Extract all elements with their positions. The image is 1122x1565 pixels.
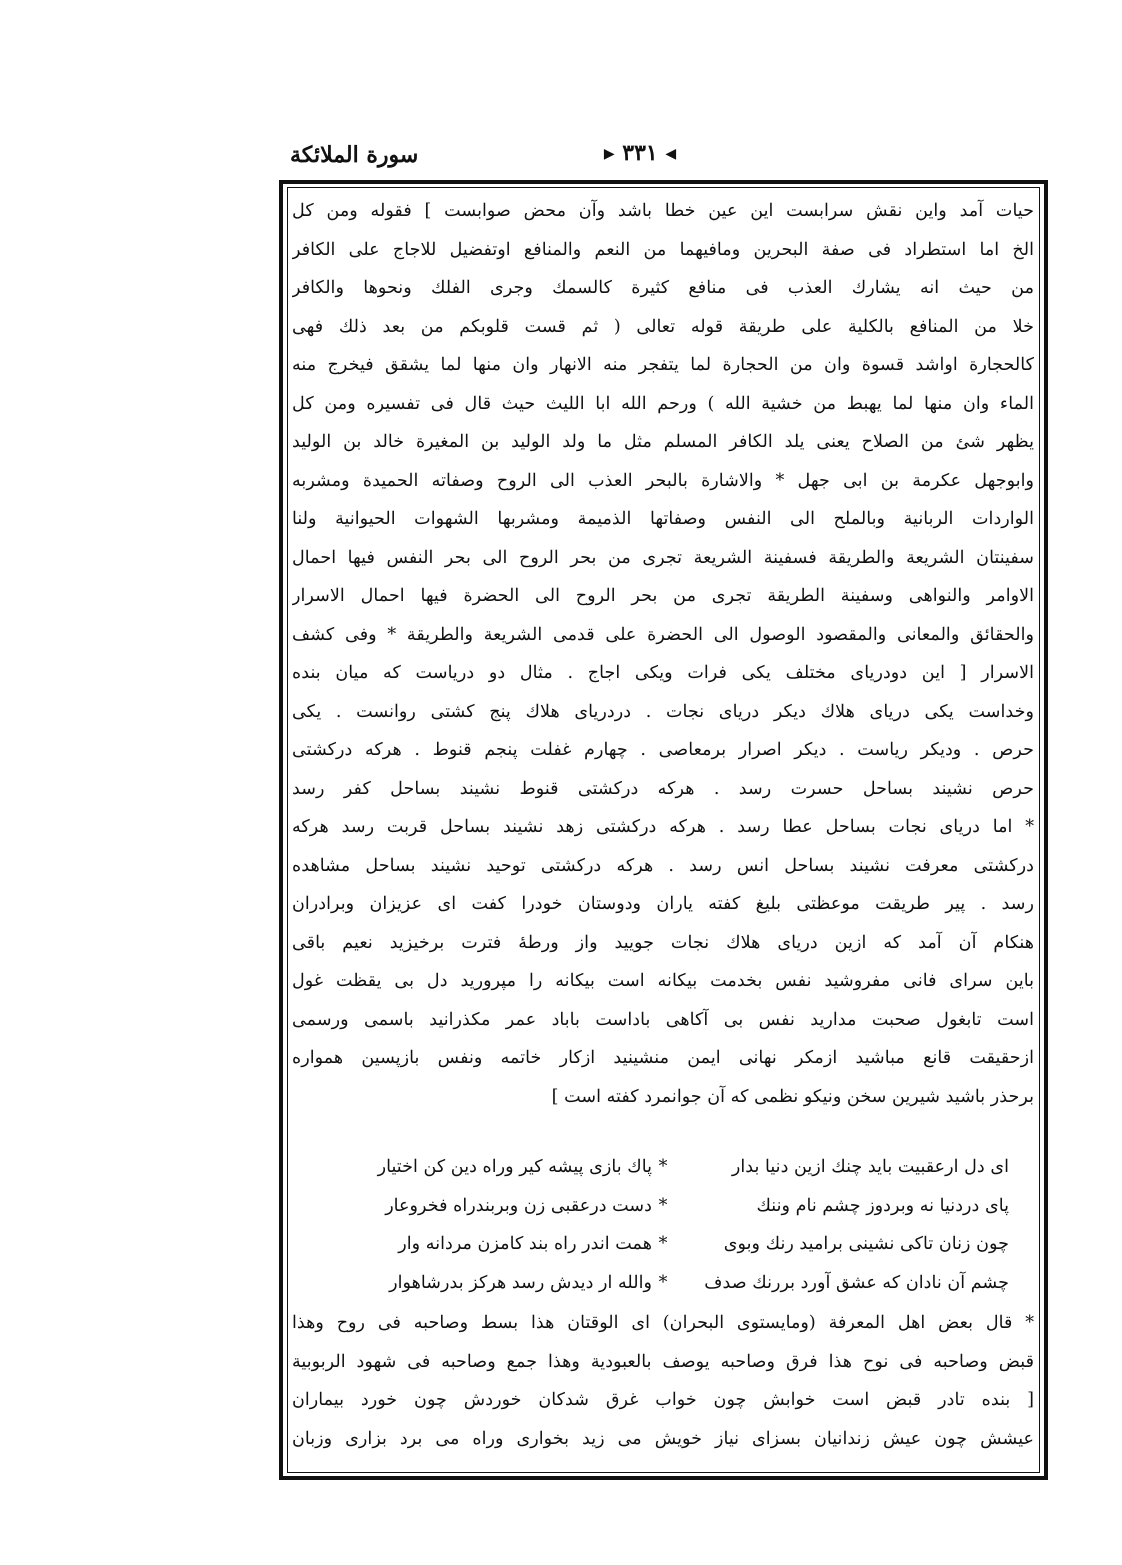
surah-title: سورة الملائكة bbox=[290, 142, 419, 168]
text-line: يظهر شئ من الصلاح يعنى يلد الكافر المسلم مثل ما ولد الوليد بن المغيرة خالد بن الوليد bbox=[292, 432, 1034, 452]
text-line: باين سراى فانى مفروشيد نفس بخدمت بيكانه است بيكانه را مپروريد دل بى يقظت غول bbox=[292, 971, 1034, 991]
verse-couplet bbox=[292, 1225, 1034, 1264]
verse-hemistich-first: پاى دردنيا نه وبردوز چشم نام وننك bbox=[756, 1195, 1009, 1216]
text-line: الاسرار [ اين دودرياى مختلف يكى فرات ويكى اجاج . مثال دو درياست كه ميان بنده bbox=[292, 663, 1034, 683]
text-line: خلا من المنافع بالكلية على طريقة قوله تعالى ( ثم قست قلوبكم من بعد ذلك فهى bbox=[292, 316, 1034, 337]
verse-couplet bbox=[292, 1148, 1034, 1187]
body-text bbox=[292, 192, 1034, 1116]
page-number-text: ٣٣١ bbox=[622, 140, 658, 166]
text-line: هنكام آن آمد كه ازين درياى هلاك نجات جوييد واز ورطهٔ فترت برخيزيد نعيم باقى bbox=[292, 932, 1034, 953]
verse-hemistich-second: همت اندر راه بند كامزن مردانه وار bbox=[398, 1234, 652, 1254]
verse-block bbox=[292, 1148, 1034, 1302]
text-line: حرص . وديكر رياست . ديكر اصرار برمعاصى . چهارم غفلت پنجم قنوط . هركه دركشتى bbox=[292, 740, 1034, 760]
text-line: الماء وان منها لما يهبط من خشية الله ) ورحم الله ابا الليث حيث قال فى تفسيره ومن كل bbox=[292, 393, 1034, 414]
verse-hemistich-second: والله ار ديدش رسد هركز بدرشاهوار bbox=[389, 1272, 652, 1293]
left-ornament-icon: ◀ bbox=[665, 146, 677, 162]
text-line: حرص نشيند بساحل حسرت رسد . هركه دركشتى قنوط نشيند بساحل كفر رسد bbox=[292, 778, 1034, 799]
page-number bbox=[590, 140, 690, 166]
text-line: برحذر باشيد شيرين سخن ونيكو نظمى كه آن جوانمرد كفته است ] bbox=[551, 1086, 1034, 1107]
text-line: [ بنده تادر قبض است خوابش چون خواب غرق شدكان خوردش چون خورد بيماران bbox=[292, 1390, 1034, 1410]
text-line: قبض وصاحبه فى نوح هذا فرق وصاحبه يوصف بالعبودية وهذا جمع وصاحبه فى شهود الربوبية bbox=[292, 1351, 1034, 1372]
verse-couplet bbox=[292, 1187, 1034, 1226]
text-line: وخداست يكى درياى هلاك ديكر درياى نجات . دردرياى هلاك پنج كشتى روانست . يكى bbox=[292, 701, 1034, 722]
text-line: سفينتان الشريعة والطريقة فسفينة الشريعة تجرى من بحر الروح الى بحر النفس فيها احمال bbox=[292, 547, 1034, 568]
right-ornament-icon: ▶ bbox=[603, 146, 615, 162]
text-line: الواردات الربانية وبالملح الى النفس وصفاتها الذميمة ومشربها الشهوات الحيوانية ولنا bbox=[292, 509, 1034, 529]
verse-hemistich-second: پاك بازى پيشه كير وراه دين كن اختيار bbox=[377, 1157, 652, 1177]
text-line: والحقائق والمعانى والمقصود الوصول الى الحضرة على قدمى الشريعة والطريقة * وفى كشف bbox=[292, 624, 1034, 645]
text-line: دركشتى معرفت نشيند بساحل انس رسد . هركه دركشتى توحيد نشيند بساحل مشاهده bbox=[292, 855, 1034, 876]
verse-hemistich-first: اى دل ارعقبيت بايد چنك ازين دنيا بدار bbox=[731, 1157, 1009, 1177]
text-line: است تابغول صحبت مداريد نفس بى آكاهى باداست باباد عمر مكذرانيد باسمى ورسمى bbox=[292, 1009, 1034, 1030]
verse-hemistich-first: چون زنان تاكى نشينى برامید رنك وبوى bbox=[723, 1234, 1009, 1254]
text-line: * قال بعض اهل المعرفة (ومايستوى البحران) اى الوقتان هذا بسط وصاحبه فى روح وهذا bbox=[292, 1313, 1034, 1333]
verse-separator: * bbox=[658, 1272, 668, 1293]
verse-separator: * bbox=[658, 1157, 668, 1177]
text-line: حيات آمد واين نقش سرابست اين عين خطا باشد وآن محض صوابست ] فقوله ومن كل bbox=[292, 201, 1034, 221]
text-line: كالحجارة اواشد قسوة وان من الحجارة لما يتفجر منه الانهار وان منها لما يشقق فيخرج منه bbox=[292, 355, 1034, 375]
text-line: الخ اما استطراد فى صفة البحرين ومافيهما من النعم والمنافع اوتفضيل للاجاج على الكافر bbox=[292, 239, 1034, 260]
text-line: عيشش چون عيش زندانيان بسزاى نياز خويش مى زيد بخوارى وراه مى برد بزارى وزبان bbox=[292, 1428, 1034, 1449]
text-line: وابوجهل عكرمة بن ابى جهل * والاشارة بالبحر العذب الى الروح وصفاته الحميدة ومشربه bbox=[292, 470, 1034, 491]
verse-hemistich-first: چشم آن نادان كه عشق آورد بررنك صدف bbox=[704, 1272, 1009, 1293]
closing-text bbox=[292, 1304, 1034, 1458]
text-line: من حيث انه يشارك العذب فى منافع كثيرة كالسمك وجرى الفلك ونحوها والكافر bbox=[292, 278, 1034, 298]
verse-hemistich-second: دست درعقبى زن وبربندراه فخروعار bbox=[385, 1195, 652, 1216]
text-line: ازحقيقت قانع مباشيد ازمكر نهانى ايمن منشينيد ازكار خاتمه ونفس بازپسين همواره bbox=[292, 1048, 1034, 1068]
verse-separator: * bbox=[658, 1195, 668, 1216]
text-line: رسد . پير طريقت موعظتى بليغ كفته ياران ودوستان خودرا كفت اى عزيزان وبرادران bbox=[292, 894, 1034, 914]
text-line: * اما درياى نجات بساحل عطا رسد . هركه دركشتى زهد نشيند بساحل قربت رسد هركه bbox=[292, 817, 1034, 837]
verse-couplet bbox=[292, 1264, 1034, 1303]
verse-separator: * bbox=[658, 1234, 668, 1254]
text-line: الاوامر والنواهى وسفينة الطريقة تجرى من بحر الروح الى الحضرة فيها احمال الاسرار bbox=[292, 586, 1034, 606]
